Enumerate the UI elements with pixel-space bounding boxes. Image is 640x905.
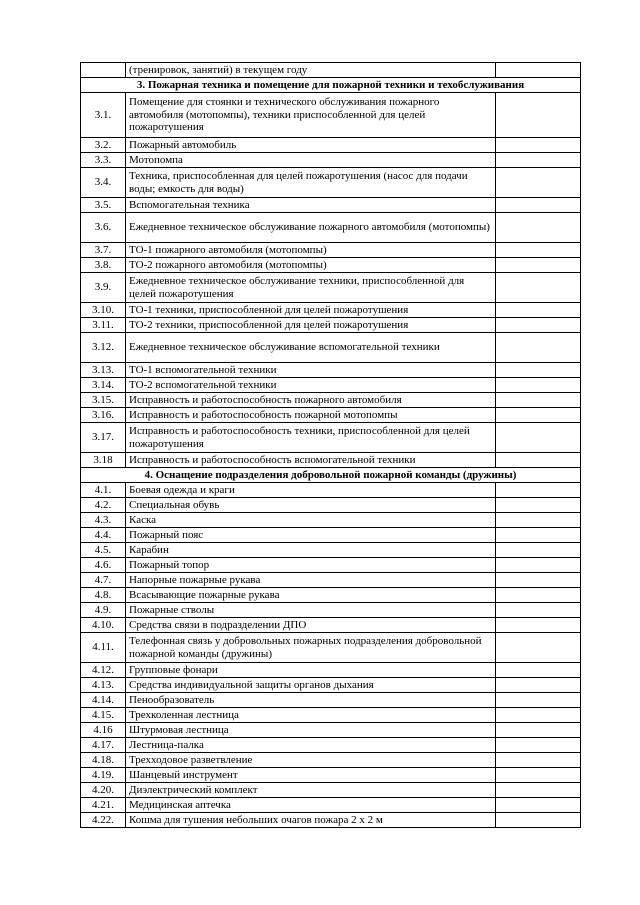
item-number: 3.11. (81, 318, 126, 333)
item-description: ТО-2 вспомогательной техники (126, 378, 496, 393)
item-number: 3.4. (81, 168, 126, 198)
item-value-cell (496, 408, 581, 423)
item-value-cell (496, 738, 581, 753)
item-description: Пожарный топор (126, 558, 496, 573)
item-value-cell (496, 723, 581, 738)
item-number: 4.22. (81, 813, 126, 828)
item-value-cell (496, 603, 581, 618)
table-row (81, 153, 581, 168)
item-number: 3.6. (81, 213, 126, 243)
item-number: 4.18. (81, 753, 126, 768)
item-number: 3.8. (81, 258, 126, 273)
table-row (81, 783, 581, 798)
item-value-cell (496, 303, 581, 318)
item-description: Средства связи в подразделении ДПО (126, 618, 496, 633)
table-row (81, 528, 581, 543)
table-row (81, 708, 581, 723)
item-value-cell (496, 588, 581, 603)
item-value-cell (496, 258, 581, 273)
item-value-cell (496, 663, 581, 678)
table-row (81, 213, 581, 243)
table-row (81, 498, 581, 513)
item-description: Боевая одежда и краги (126, 483, 496, 498)
table-row (81, 393, 581, 408)
table-row (81, 333, 581, 363)
item-number: 4.21. (81, 798, 126, 813)
item-number: 4.5. (81, 543, 126, 558)
item-number: 4.16 (81, 723, 126, 738)
table-row (81, 768, 581, 783)
table-row (81, 633, 581, 663)
item-description: (тренировок, занятий) в текущем году (126, 63, 496, 78)
item-value-cell (496, 153, 581, 168)
item-description: Вспомогательная техника (126, 198, 496, 213)
item-value-cell (496, 783, 581, 798)
item-description: Техника, приспособленная для целей пожаротушения (насос для подачи воды; емкость для воды) (126, 168, 496, 198)
item-number: 4.10. (81, 618, 126, 633)
item-value-cell (496, 543, 581, 558)
table-row (81, 573, 581, 588)
item-description: Специальная обувь (126, 498, 496, 513)
item-description: Трехходовое разветвление (126, 753, 496, 768)
item-value-cell (496, 513, 581, 528)
item-description: Всасывающие пожарные рукава (126, 588, 496, 603)
item-value-cell (496, 618, 581, 633)
table-row (81, 138, 581, 153)
item-value-cell (496, 753, 581, 768)
item-value-cell (496, 393, 581, 408)
item-number: 4.19. (81, 768, 126, 783)
item-number: 3.10. (81, 303, 126, 318)
table-row (81, 588, 581, 603)
item-number: 3.14. (81, 378, 126, 393)
item-number: 4.11. (81, 633, 126, 663)
table-row (81, 63, 581, 78)
table-row (81, 168, 581, 198)
item-value-cell (496, 198, 581, 213)
table-row (81, 663, 581, 678)
item-description: ТО-2 пожарного автомобиля (мотопомпы) (126, 258, 496, 273)
item-value-cell (496, 678, 581, 693)
item-value-cell (496, 483, 581, 498)
item-value-cell (496, 498, 581, 513)
item-description: Телефонная связь у добровольных пожарных подразделения добровольной пожарной команды (дружины) (126, 633, 496, 663)
item-number: 4.6. (81, 558, 126, 573)
table-row (81, 813, 581, 828)
table-row (81, 363, 581, 378)
item-number: 3.18 (81, 453, 126, 468)
item-number: 3.15. (81, 393, 126, 408)
item-value-cell (496, 633, 581, 663)
item-number: 4.1. (81, 483, 126, 498)
item-number: 4.20. (81, 783, 126, 798)
item-value-cell (496, 63, 581, 78)
item-number (81, 63, 126, 78)
item-value-cell (496, 318, 581, 333)
item-description: ТО-1 техники, приспособленной для целей пожаротушения (126, 303, 496, 318)
table-row (81, 693, 581, 708)
table-body (81, 63, 581, 828)
item-number: 4.15. (81, 708, 126, 723)
table-row (81, 603, 581, 618)
item-value-cell (496, 813, 581, 828)
item-description: Исправность и работоспособность техники, приспособленной для целей пожаротушения (126, 423, 496, 453)
item-description: Ежедневное техническое обслуживание пожарного автомобиля (мотопомпы) (126, 213, 496, 243)
table-row (81, 798, 581, 813)
item-description: Исправность и работоспособность пожарного автомобиля (126, 393, 496, 408)
item-number: 4.13. (81, 678, 126, 693)
table-row (81, 618, 581, 633)
item-description: Карабин (126, 543, 496, 558)
item-number: 3.9. (81, 273, 126, 303)
equipment-checklist-table (80, 62, 581, 828)
item-number: 4.17. (81, 738, 126, 753)
item-value-cell (496, 558, 581, 573)
table-row (81, 273, 581, 303)
item-description: Пожарный пояс (126, 528, 496, 543)
item-number: 4.8. (81, 588, 126, 603)
table-row (81, 423, 581, 453)
section-title: 4. Оснащение подразделения добровольной пожарной команды (дружины) (81, 468, 581, 483)
table-row (81, 258, 581, 273)
table-row (81, 558, 581, 573)
section-title: 3. Пожарная техника и помещение для пожарной техники и техобслуживания (81, 78, 581, 93)
item-value-cell (496, 273, 581, 303)
item-description: ТО-1 пожарного автомобиля (мотопомпы) (126, 243, 496, 258)
item-description: Ежедневное техническое обслуживание вспомогательной техники (126, 333, 496, 363)
item-value-cell (496, 693, 581, 708)
item-number: 3.13. (81, 363, 126, 378)
table-row (81, 243, 581, 258)
item-description: Ежедневное техническое обслуживание техники, приспособленной для целей пожаротушения (126, 273, 496, 303)
table-row (81, 738, 581, 753)
item-number: 4.4. (81, 528, 126, 543)
item-number: 3.3. (81, 153, 126, 168)
table-row (81, 723, 581, 738)
item-value-cell (496, 213, 581, 243)
item-description: Лестница-палка (126, 738, 496, 753)
table-row (81, 753, 581, 768)
item-number: 4.3. (81, 513, 126, 528)
item-number: 3.7. (81, 243, 126, 258)
item-description: Кошма для тушения небольших очагов пожара 2 х 2 м (126, 813, 496, 828)
item-number: 4.14. (81, 693, 126, 708)
table-row (81, 678, 581, 693)
item-number: 3.17. (81, 423, 126, 453)
section-header-row (81, 468, 581, 483)
item-number: 3.12. (81, 333, 126, 363)
item-value-cell (496, 768, 581, 783)
item-description: Пожарные стволы (126, 603, 496, 618)
table-row (81, 318, 581, 333)
item-description: Диэлектрический комплект (126, 783, 496, 798)
item-value-cell (496, 138, 581, 153)
item-description: Помещение для стоянки и технического обслуживания пожарного автомобиля (мотопомпы), техники приспособленной для целей пожаротушения (126, 93, 496, 138)
item-number: 3.2. (81, 138, 126, 153)
item-value-cell (496, 528, 581, 543)
item-description: Мотопомпа (126, 153, 496, 168)
item-value-cell (496, 378, 581, 393)
item-description: Групповые фонари (126, 663, 496, 678)
item-value-cell (496, 93, 581, 138)
item-description: Пенообразователь (126, 693, 496, 708)
item-description: Медицинская аптечка (126, 798, 496, 813)
table-row (81, 408, 581, 423)
item-value-cell (496, 333, 581, 363)
item-description: Шанцевый инструмент (126, 768, 496, 783)
item-value-cell (496, 243, 581, 258)
item-description: Напорные пожарные рукава (126, 573, 496, 588)
item-description: ТО-2 техники, приспособленной для целей пожаротушения (126, 318, 496, 333)
item-description: Исправность и работоспособность вспомогательной техники (126, 453, 496, 468)
table-row (81, 93, 581, 138)
item-description: Исправность и работоспособность пожарной мотопомпы (126, 408, 496, 423)
item-description: ТО-1 вспомогательной техники (126, 363, 496, 378)
item-number: 4.12. (81, 663, 126, 678)
item-number: 4.9. (81, 603, 126, 618)
table-row (81, 198, 581, 213)
table-row (81, 513, 581, 528)
item-number: 4.2. (81, 498, 126, 513)
item-number: 3.16. (81, 408, 126, 423)
item-value-cell (496, 168, 581, 198)
item-description: Трехколенная лестница (126, 708, 496, 723)
item-number: 3.5. (81, 198, 126, 213)
document-page (80, 62, 578, 828)
item-description: Средства индивидуальной защиты органов дыхания (126, 678, 496, 693)
table-row (81, 303, 581, 318)
table-row (81, 543, 581, 558)
item-value-cell (496, 573, 581, 588)
item-description: Каска (126, 513, 496, 528)
item-number: 3.1. (81, 93, 126, 138)
table-row (81, 453, 581, 468)
item-value-cell (496, 423, 581, 453)
item-value-cell (496, 453, 581, 468)
item-number: 4.7. (81, 573, 126, 588)
item-description: Пожарный автомобиль (126, 138, 496, 153)
section-header-row (81, 78, 581, 93)
item-value-cell (496, 708, 581, 723)
table-row (81, 483, 581, 498)
item-description: Штурмовая лестница (126, 723, 496, 738)
item-value-cell (496, 798, 581, 813)
table-row (81, 378, 581, 393)
item-value-cell (496, 363, 581, 378)
